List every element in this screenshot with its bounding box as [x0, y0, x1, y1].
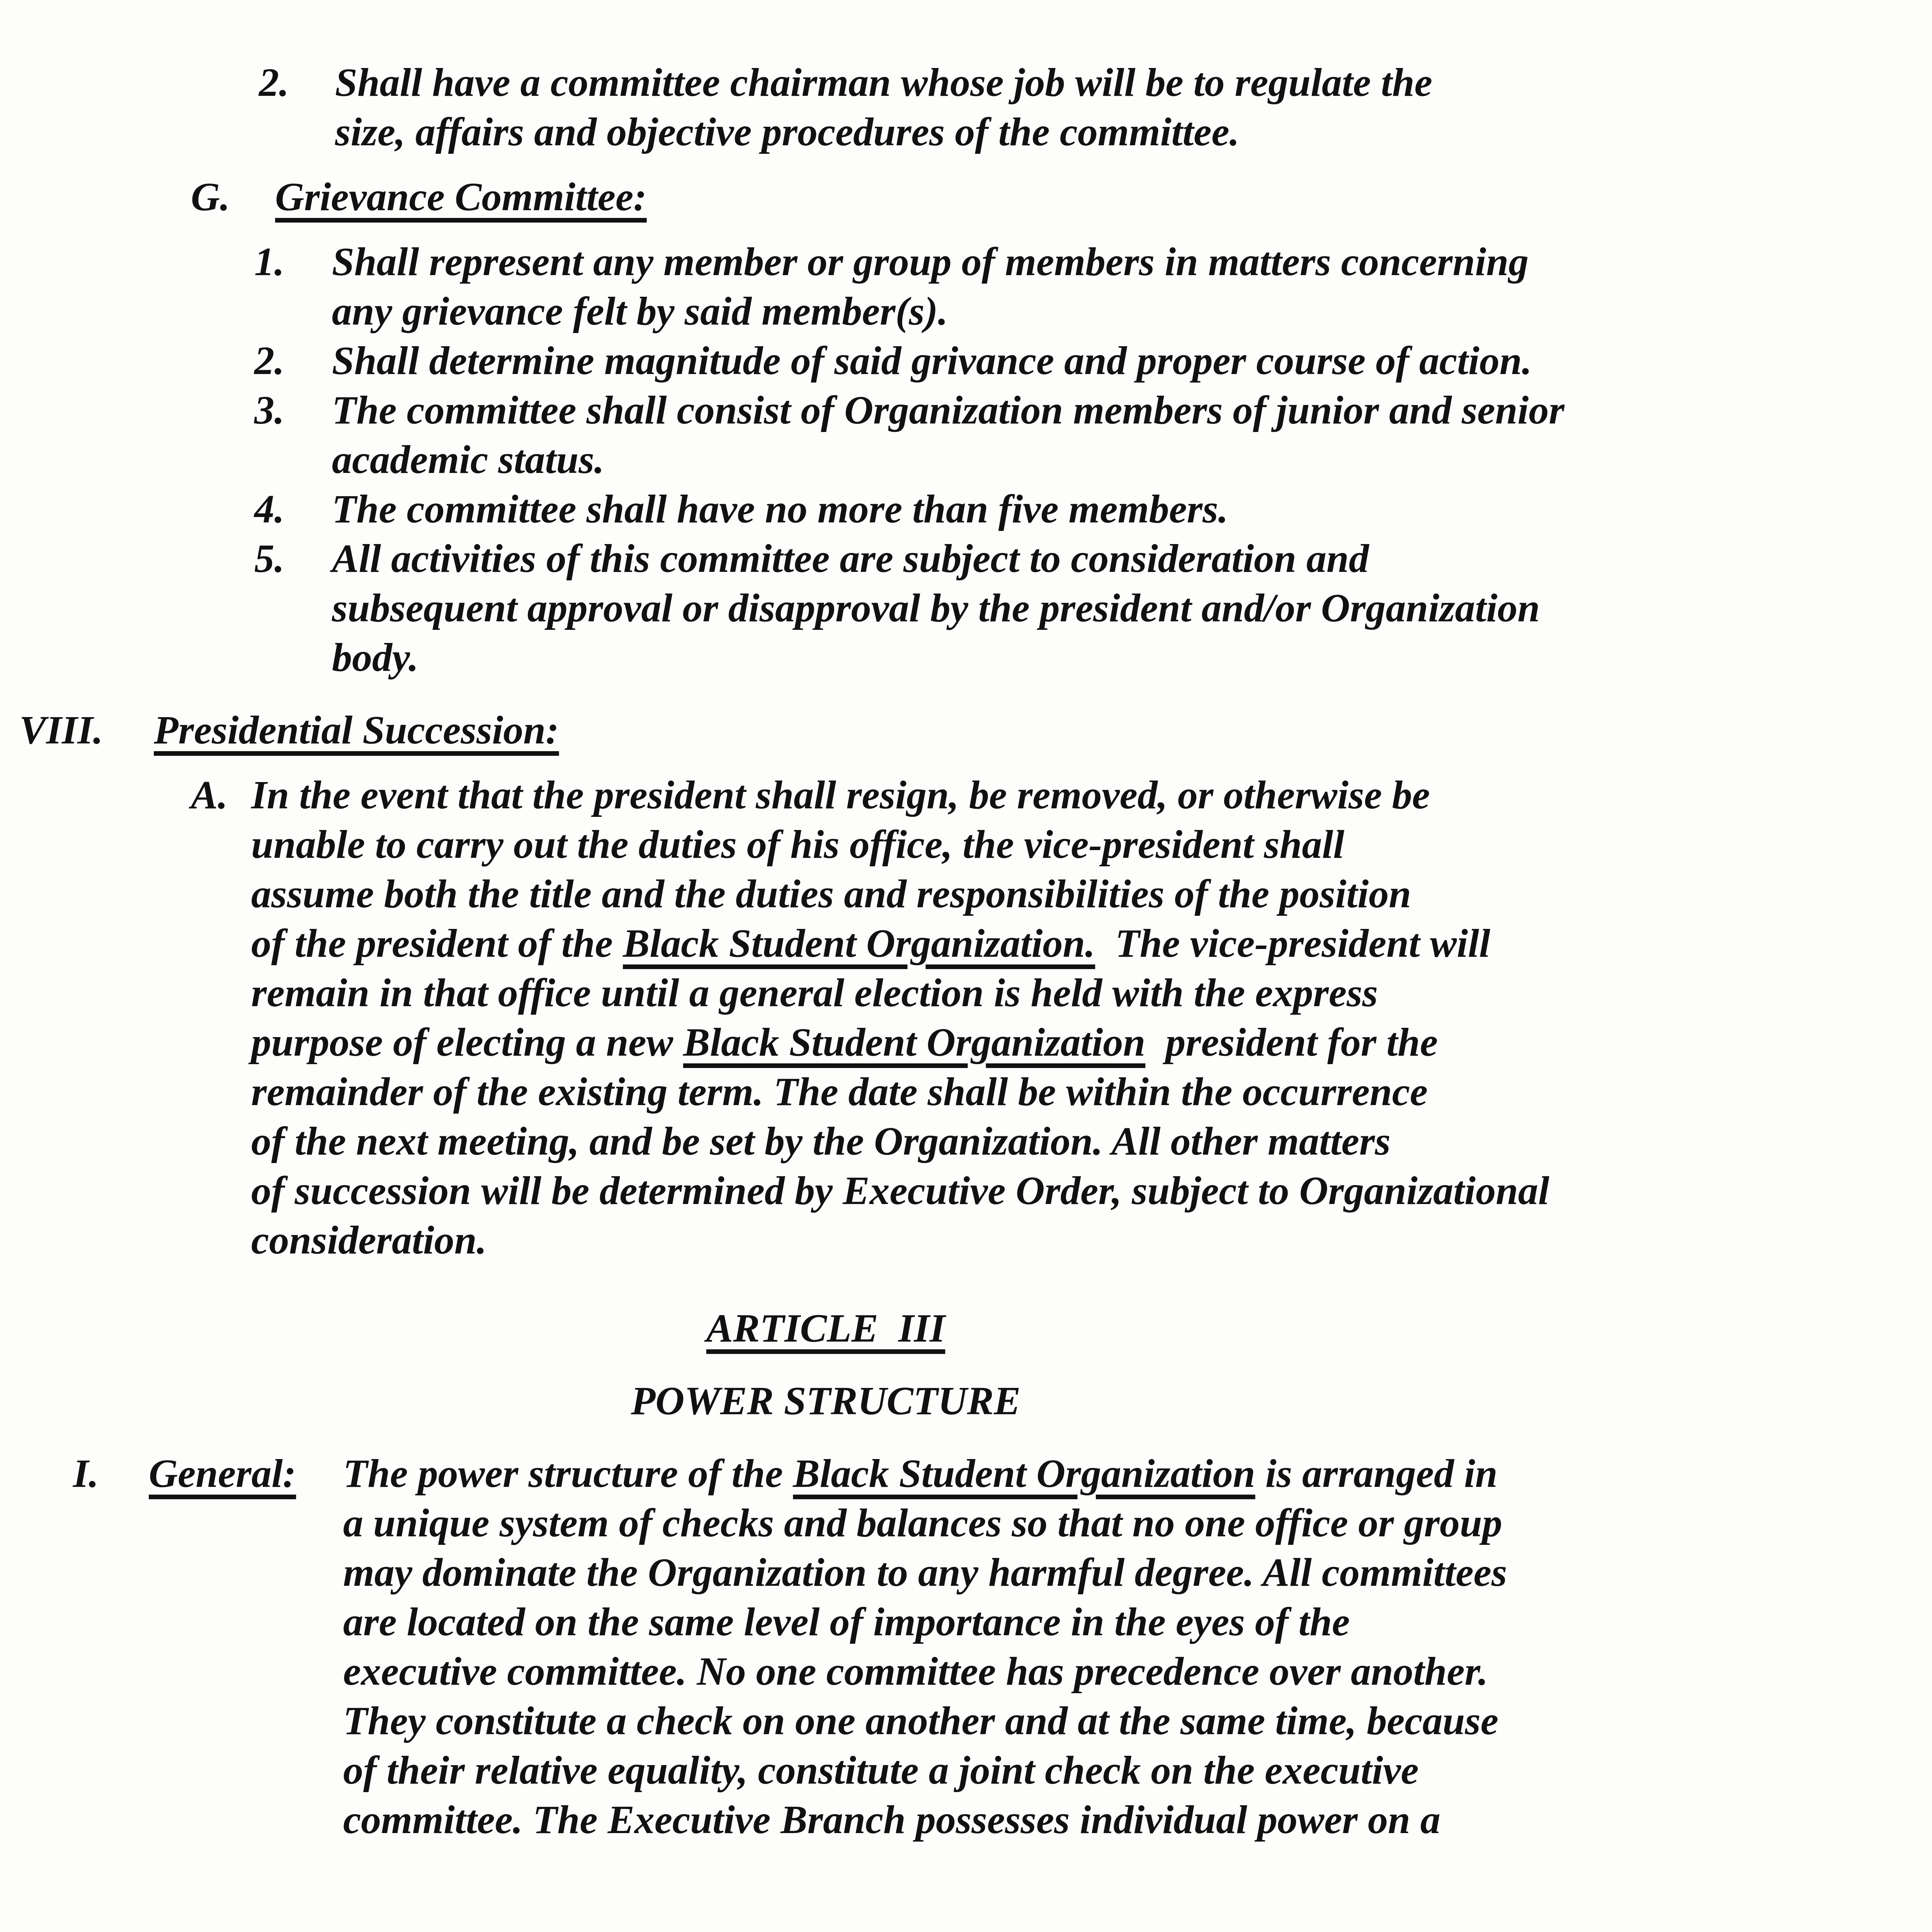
line	[0, 1018, 1932, 1067]
paragraph-line	[251, 1018, 1438, 1067]
line	[0, 237, 1932, 287]
line	[0, 1216, 1932, 1265]
line	[0, 919, 1932, 968]
item-text: Shall represent any member or group of members in matters concerning	[332, 240, 1529, 284]
text: The power structure of the	[343, 1451, 793, 1496]
item-text: Shall determine magnitude of said grivance and proper course of action.	[332, 338, 1532, 383]
item-text: The committee shall consist of Organization members of junior and senior	[332, 388, 1565, 432]
line	[0, 968, 1932, 1018]
line	[0, 485, 1932, 534]
line	[0, 1548, 1932, 1597]
item-number: 2.	[254, 338, 284, 383]
paragraph-line: executive committee. No one committee has precedence over another.	[343, 1649, 1488, 1694]
paragraph-line: unable to carry out the duties of his office, the vice-president shall	[251, 822, 1345, 867]
item-text: size, affairs and objective procedures of the committee.	[335, 110, 1240, 154]
line	[0, 1597, 1932, 1647]
paragraph-line: They constitute a check on one another and at the same time, because	[343, 1699, 1498, 1743]
item-number: 2.	[259, 60, 289, 105]
paragraph-line: assume both the title and the duties and responsibilities of the position	[251, 872, 1411, 916]
article-title-wrap	[0, 1304, 1651, 1353]
paragraph-line	[343, 1449, 1498, 1498]
paragraph-line: of succession will be determined by Executive Order, subject to Organizational	[251, 1168, 1549, 1213]
section-numeral: I.	[73, 1451, 99, 1496]
item-text: academic status.	[332, 437, 604, 482]
line	[0, 386, 1932, 435]
line	[0, 287, 1932, 336]
item-number: 5.	[254, 536, 284, 581]
line	[0, 1498, 1932, 1548]
paragraph-line: committee. The Executive Branch possesses individual power on a	[343, 1798, 1440, 1842]
line	[0, 534, 1932, 583]
text: of the president of the	[251, 921, 623, 966]
section-heading: Presidential Succession:	[154, 708, 559, 752]
line	[0, 1449, 1932, 1498]
line	[0, 869, 1932, 919]
text: purpose of electing a new	[251, 1020, 683, 1065]
line	[0, 820, 1932, 869]
line	[0, 1795, 1932, 1845]
line	[0, 172, 1932, 222]
organization-name: Black Student Organization	[793, 1451, 1255, 1496]
line	[0, 1117, 1932, 1166]
line	[0, 58, 1932, 107]
paragraph-line: consideration.	[251, 1218, 487, 1262]
paragraph-line: of the next meeting, and be set by the Organization. All other matters	[251, 1119, 1391, 1163]
paragraph-line	[251, 919, 1490, 968]
organization-name: Black Student Organization	[683, 1020, 1146, 1065]
item-number: 4.	[254, 487, 284, 531]
item-text: Shall have a committee chairman whose job will be to regulate the	[335, 60, 1432, 105]
section-numeral: VIII.	[19, 708, 103, 752]
line	[0, 1166, 1932, 1216]
article-subtitle: POWER STRUCTURE	[631, 1379, 1021, 1423]
paragraph-line: In the event that the president shall resign, be removed, or otherwise be	[251, 773, 1430, 817]
paragraph-letter: A.	[191, 773, 228, 817]
line	[0, 706, 1932, 755]
line	[0, 770, 1932, 820]
item-text: subsequent approval or disapproval by the president and/or Organization	[332, 586, 1540, 630]
line	[0, 1746, 1932, 1795]
line	[0, 1067, 1932, 1117]
line	[0, 1696, 1932, 1746]
item-number: 1.	[254, 240, 284, 284]
item-number: 3.	[254, 388, 284, 432]
text: The vice-president will	[1095, 921, 1490, 966]
paragraph-line: are located on the same level of importance in the eyes of the	[343, 1600, 1350, 1644]
paragraph-line: may dominate the Organization to any harmful degree. All committees	[343, 1550, 1507, 1595]
item-text: The committee shall have no more than five members.	[332, 487, 1228, 531]
line	[0, 435, 1932, 485]
text: is arranged in	[1255, 1451, 1498, 1496]
line	[0, 1647, 1932, 1696]
line	[0, 107, 1932, 157]
line	[0, 1304, 1932, 1353]
paragraph-line: remain in that office until a general election is held with the express	[251, 971, 1378, 1015]
section-letter: G.	[191, 175, 230, 219]
line	[0, 336, 1932, 386]
paragraph-line: of their relative equality, constitute a joint check on the executive	[343, 1748, 1419, 1793]
article-title: ARTICLE III	[706, 1306, 946, 1350]
paragraph-line: a unique system of checks and balances so that no one office or group	[343, 1501, 1502, 1545]
section-heading: General:	[149, 1451, 296, 1496]
item-text: body.	[332, 635, 419, 680]
paragraph-line: remainder of the existing term. The date shall be within the occurrence	[251, 1070, 1428, 1114]
item-text: All activities of this committee are subject to consideration and	[332, 536, 1369, 581]
section-heading: Grievance Committee:	[275, 175, 647, 219]
line	[0, 583, 1932, 633]
organization-name: Black Student Organization.	[622, 921, 1095, 966]
text: president for the	[1145, 1020, 1438, 1065]
line	[0, 1376, 1932, 1426]
item-text: any grievance felt by said member(s).	[332, 289, 948, 333]
line	[0, 633, 1932, 682]
